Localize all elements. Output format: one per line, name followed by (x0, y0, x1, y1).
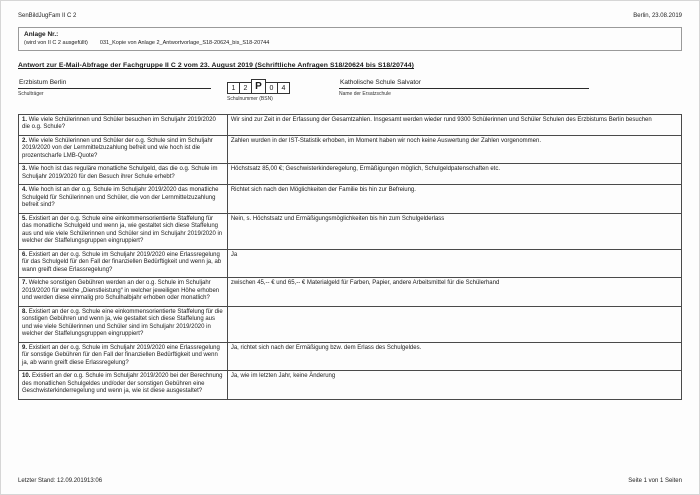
bsn-label: Schulnummer (BSN) (227, 95, 273, 102)
question-text: Wie hoch ist an der o.g. Schule im Schuljahr 2019/2020 das monatliche Schulgeld für Schülerinnen und Schüler, die von der Lernmittelzuzahlung befreit sind? (22, 187, 219, 208)
question-number: 6. (22, 251, 28, 258)
answer-cell: Wir sind zur Zeit in der Erfassung der Gesamtzahlen. Insgesamt werden wieder rund 9300 Schülerinnen und Schüler Schulen des Erzbistums Berlin besuchen (227, 114, 681, 135)
question-answer-table-body (19, 114, 682, 399)
question-cell (19, 342, 228, 371)
qa-row (19, 342, 682, 371)
question-text: Existiert an der o.g. Schule im Schuljahr 2019/2020 eine Erlassregelung für sonstige Gebühren für den Fall der finanziellen Bedürftigkeit und wenn ja, ab wann greift diese Erlassregelung? (22, 344, 220, 366)
question-text: Wie hoch ist das reguläre monatliche Schulgeld, das die o.g. Schule im Schuljahr 2019/2020 für den Besuch ihrer Schule erhebt? (22, 166, 218, 180)
bsn-digit: P (251, 79, 266, 94)
document-header (18, 13, 682, 19)
sender-reference: SenBildJugFam II C 2 (18, 13, 77, 19)
answer-cell: Ja, wie im letzten Jahr, keine Änderung (227, 371, 681, 400)
school-info-row (18, 79, 682, 102)
question-number: 3. (22, 166, 28, 172)
school-traeger-value: Erzbistum Berlin (18, 79, 211, 89)
question-cell (19, 371, 228, 400)
school-name-value: Katholische Schule Salvator (339, 79, 589, 89)
anlage-subline (24, 40, 676, 46)
question-number: 10. (22, 373, 31, 379)
school-name-field (339, 79, 589, 97)
footer-page-number: Seite 1 von 1 Seiten (628, 478, 682, 484)
question-cell (19, 185, 228, 214)
question-text: Existiert an der o.g. Schule im Schuljahr 2019/2020 bei der Berechnung des monatlichen Schulgeldes und/oder der sonstigen Gebühren eine Geschwisterkinderregelung und wenn ja, wie ist diese ausgestaltet? (22, 373, 223, 394)
qa-row (19, 371, 682, 400)
question-number: 9. (22, 344, 28, 351)
question-text: Welche sonstigen Gebühren werden an der o.g. Schule im Schuljahr 2019/2020 für welche „Dienstleistung“ in welcher jeweiligen Höhe erhoben und werden diese einmalig pro Schulhalbjahr erhoben oder monatlich? (22, 280, 220, 301)
school-traeger-field (18, 79, 211, 97)
document-title: Antwort zur E-Mail-Abfrage der Fachgruppe II C 2 vom 23. August 2019 (Schriftliche Anfragen S18/20624 bis S18/20744) (18, 62, 414, 69)
question-text: Existiert an der o.g. Schule eine einkommensorientierte Staffelung für das monatliche Schulgeld und wenn ja, wie gestaltet sich diese Staffelung aus und wie viele Schülerinnen und Schüler sind im Schuljahr 2019/2020 in welcher der Staffelungsgruppen eingruppiert? (22, 215, 223, 244)
bsn-digit: 1 (227, 82, 240, 94)
school-name-label: Name der Ersatzschule (339, 90, 391, 97)
answer-cell: Nein, s. Höchstsatz und Ermäßigungsmöglichkeiten bis hin zum Schulgelderlass (227, 213, 681, 249)
qa-row (19, 306, 682, 342)
answer-cell (227, 306, 681, 342)
question-number: 4. (22, 187, 28, 193)
answer-cell: Ja, richtet sich nach der Ermäßigung bzw. dem Erlass des Schulgeldes. (227, 342, 681, 371)
bsn-number-boxes (227, 79, 319, 94)
question-cell (19, 278, 228, 307)
document-footer (18, 478, 682, 484)
question-text: Existiert an der o.g. Schule eine einkommensorientierte Staffelung für die sonstigen Gebühren und wenn ja, wie gestaltet sich diese Staffelung aus und wie viele Schülerinnen und Schüler sind im Schuljahr 2019/2020 in welcher der Staffelungsgruppen eingruppiert? (22, 308, 223, 337)
bsn-digit: 0 (265, 82, 278, 94)
qa-row (19, 135, 682, 164)
answer-cell: Zahlen wurden in der IST-Statistik erhoben, im Moment haben wir noch keine Auswertung der Zahlen vorgenommen. (227, 135, 681, 164)
question-cell (19, 213, 228, 249)
school-number-field (227, 79, 319, 102)
school-traeger-label: Schulträger (18, 90, 44, 97)
anlage-fill-note: (wird von II C 2 ausgefüllt) (24, 40, 88, 46)
question-number: 5. (22, 215, 28, 222)
answer-cell: zwischen 45,-- € und 65,-- € Materialgeld für Farben, Papier, andere Arbeitsmittel für die Schülerhand (227, 278, 681, 307)
qa-row (19, 278, 682, 307)
anlage-number-label: Anlage Nr.: (24, 31, 59, 38)
question-text: Wie viele Schülerinnen und Schüler der o.g. Schule sind im Schuljahr 2019/2020 von der Lernmittelzuzahlung befreit und wie hoch ist die prozentscharfe LMB-Quote? (22, 137, 213, 159)
answer-cell: Richtet sich nach den Möglichkeiten der Familie bis hin zur Befreiung. (227, 185, 681, 214)
question-cell (19, 135, 228, 164)
qa-row (19, 164, 682, 185)
anlage-filename: 031_Kopie von Anlage 2_Antwortvorlage_S18-20624_bis_S18-20744 (99, 40, 270, 46)
bsn-digit: 2 (239, 82, 252, 94)
anlage-box (18, 27, 682, 51)
question-cell (19, 164, 228, 185)
question-number: 8. (22, 308, 28, 315)
bsn-digit: 4 (277, 82, 290, 94)
question-cell (19, 249, 228, 278)
qa-row (19, 185, 682, 214)
place-date: Berlin, 23.08.2019 (633, 13, 682, 19)
question-number: 7. (22, 280, 28, 286)
question-text: Existiert an der o.g. Schule im Schuljahr 2019/2020 eine Erlassregelung für das Schulgeld für den Fall der finanziellen Bedürftigkeit und wenn ja, ab wann greift diese Erlassregelung? (22, 251, 222, 273)
answer-cell: Ja (227, 249, 681, 278)
question-cell (19, 114, 228, 135)
qa-row (19, 213, 682, 249)
qa-row (19, 249, 682, 278)
answer-cell: Höchstsatz 85,00 €; Geschwisterkinderegelung, Ermäßigungen möglich, Schulgeldpatenschaften etc. (227, 164, 681, 185)
question-answer-table (18, 114, 682, 400)
question-number: 1. (22, 116, 28, 123)
footer-last-updated: Letzter Stand: 12.09.201913:06 (18, 478, 103, 484)
qa-row (19, 114, 682, 135)
question-text: Wie viele Schülerinnen und Schüler besuchen im Schuljahr 2019/2020 die o.g. Schule? (22, 116, 216, 130)
question-number: 2. (22, 137, 28, 144)
question-cell (19, 306, 228, 342)
